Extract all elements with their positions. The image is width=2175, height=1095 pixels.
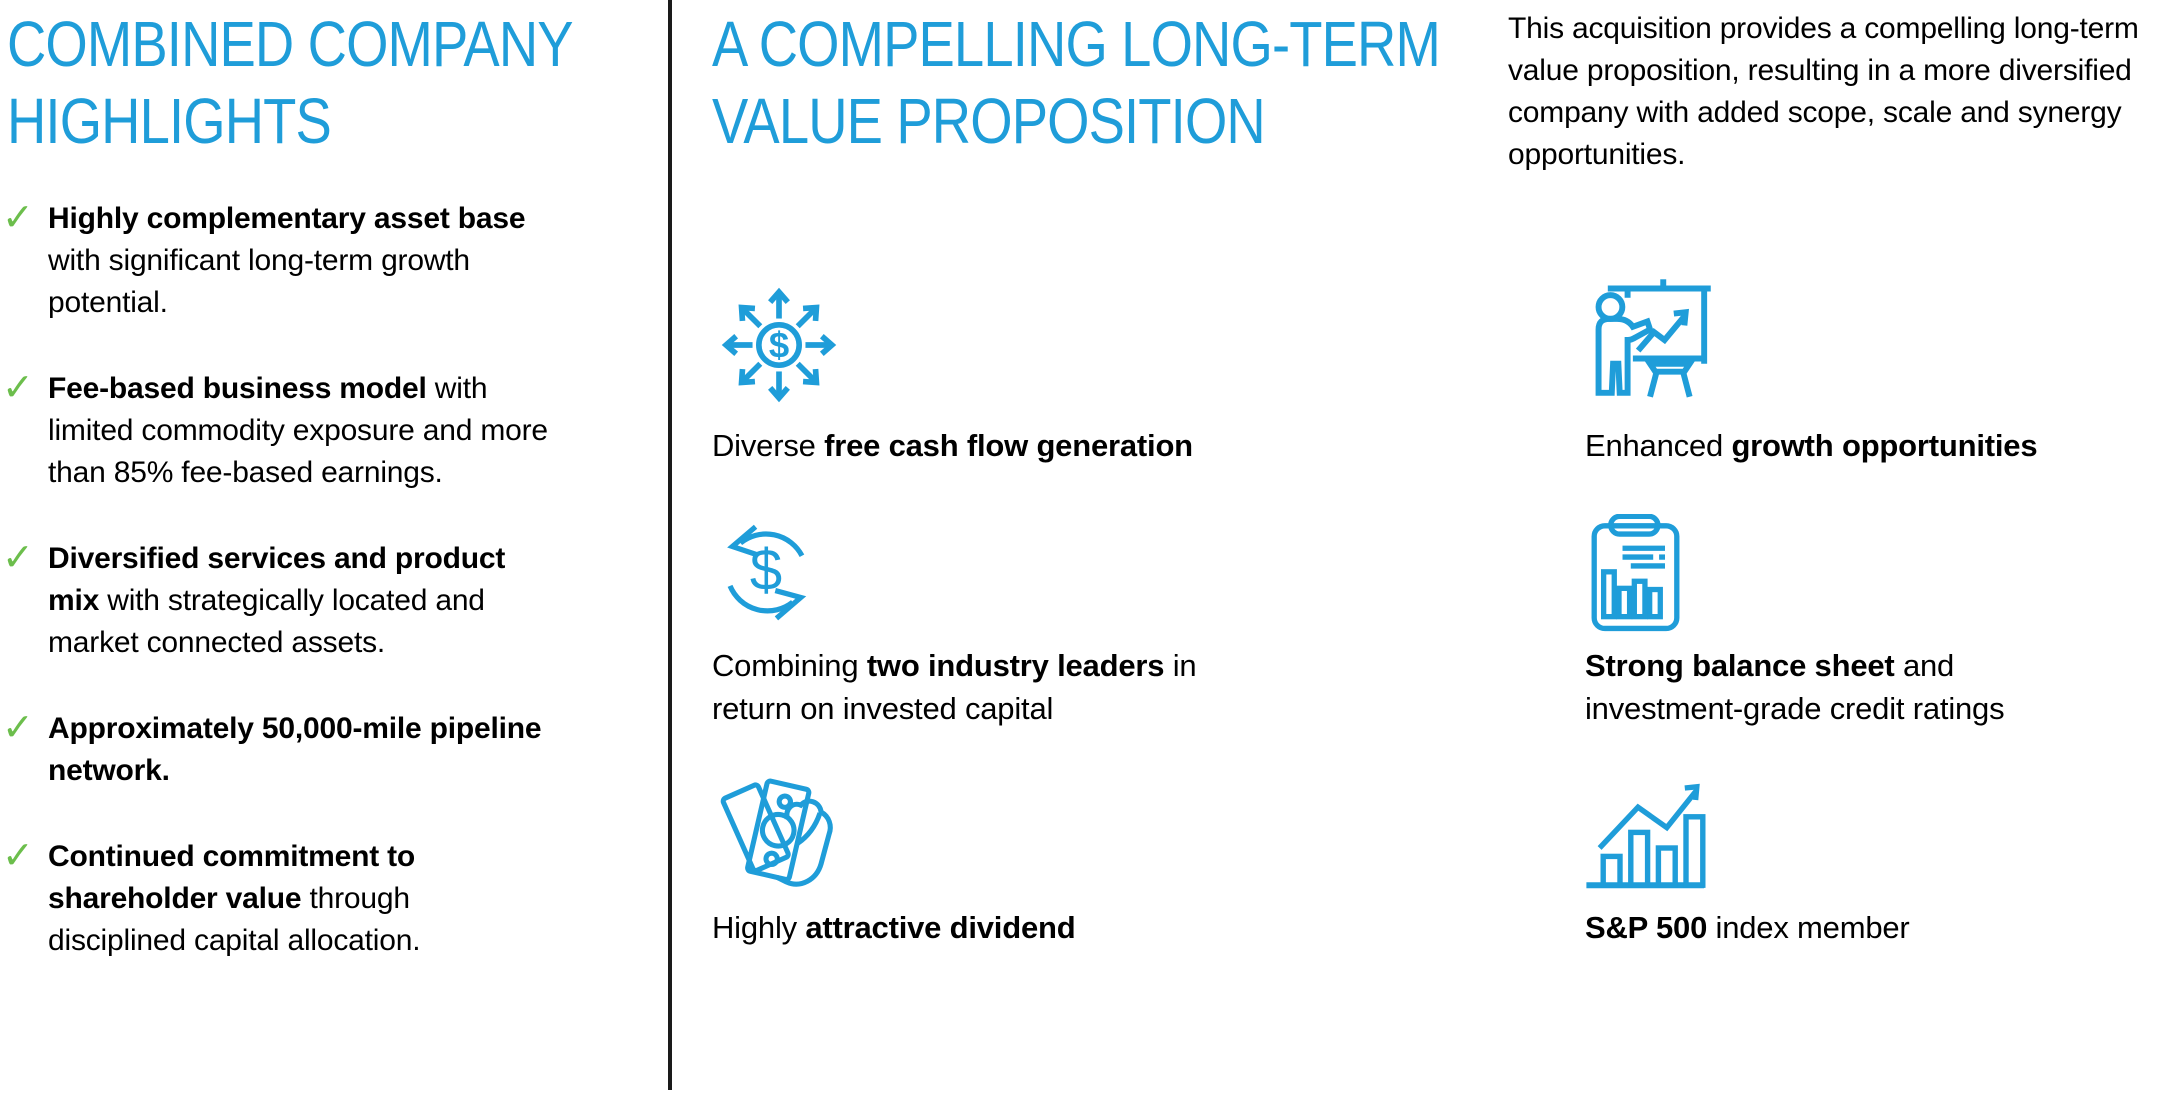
highlight-rest: with significant long-term growth potential. <box>48 244 470 319</box>
sp500-bar-chart-icon <box>1584 776 1710 890</box>
caption-post: index member <box>1707 910 1910 945</box>
list-item <box>2 836 577 962</box>
value-prop-caption <box>712 424 1312 467</box>
caption-post: and investment-grade credit ratings <box>1585 648 2005 726</box>
highlight-text <box>48 708 553 792</box>
value-prop-caption <box>1585 906 2145 949</box>
caption-post: in return on invested capital <box>712 648 1197 726</box>
highlight-bold: Fee-based business model <box>48 372 427 405</box>
list-item <box>2 708 577 792</box>
caption-pre: Highly <box>712 910 806 945</box>
highlight-bold: Approximately 50,000-mile pipeline network. <box>48 712 542 787</box>
highlight-text <box>48 836 553 962</box>
balance-sheet-report-icon <box>1588 514 1683 632</box>
title-line: COMBINED COMPANY <box>7 8 573 80</box>
title-line: VALUE PROPOSITION <box>712 85 1265 157</box>
caption-bold: Strong balance sheet <box>1585 648 1895 683</box>
highlight-text <box>48 368 553 494</box>
caption-pre: Combining <box>712 648 867 683</box>
vertical-divider <box>668 0 672 1090</box>
highlight-bold: Highly complementary asset base <box>48 202 526 235</box>
list-item <box>2 538 577 664</box>
highlights-list <box>2 198 577 1006</box>
highlight-text <box>48 198 553 324</box>
checkmark-icon: ✓ <box>2 197 34 239</box>
growth-presentation-icon <box>1588 274 1720 406</box>
checkmark-icon: ✓ <box>2 537 34 579</box>
caption-pre: Diverse <box>712 428 825 463</box>
svg-text:$: $ <box>768 324 790 366</box>
capital-cycle-icon <box>708 514 824 630</box>
highlight-rest: with strategically located and market connected assets. <box>48 584 485 659</box>
caption-bold: attractive dividend <box>805 910 1076 945</box>
highlight-rest: with limited commodity exposure and more than 85% fee-based earnings. <box>48 372 548 489</box>
checkmark-icon: ✓ <box>2 835 34 877</box>
highlight-bold: Continued commitment to shareholder value <box>48 840 416 915</box>
caption-bold: S&P 500 <box>1585 910 1708 945</box>
svg-text:$: $ <box>749 537 783 603</box>
list-item <box>2 198 577 324</box>
checkmark-icon: ✓ <box>2 707 34 749</box>
left-column-title <box>7 6 573 160</box>
intro-paragraph: This acquisition provides a compelling long-term value proposition, resulting in a more diversified company with added scope, scale and synergy opportunities. <box>1508 12 2139 171</box>
dividend-cash-hand-icon <box>714 768 838 892</box>
value-prop-caption <box>712 906 1312 949</box>
checkmark-icon: ✓ <box>2 367 34 409</box>
highlight-text <box>48 538 553 664</box>
cash-distribution-icon <box>716 282 842 408</box>
value-prop-caption <box>1585 644 2075 730</box>
highlight-rest: through disciplined capital allocation. <box>48 882 421 957</box>
caption-bold: two industry leaders <box>866 648 1165 683</box>
caption-pre: Enhanced <box>1585 428 1732 463</box>
middle-column-title <box>712 6 1440 160</box>
value-prop-caption <box>712 644 1272 730</box>
highlight-bold: Diversified services and product mix <box>48 542 506 617</box>
value-prop-caption <box>1585 424 2145 467</box>
title-line: HIGHLIGHTS <box>7 85 331 157</box>
title-line: A COMPELLING LONG-TERM <box>712 8 1440 80</box>
caption-bold: free cash flow generation <box>824 428 1193 463</box>
caption-bold: growth opportunities <box>1731 428 2038 463</box>
list-item <box>2 368 577 494</box>
